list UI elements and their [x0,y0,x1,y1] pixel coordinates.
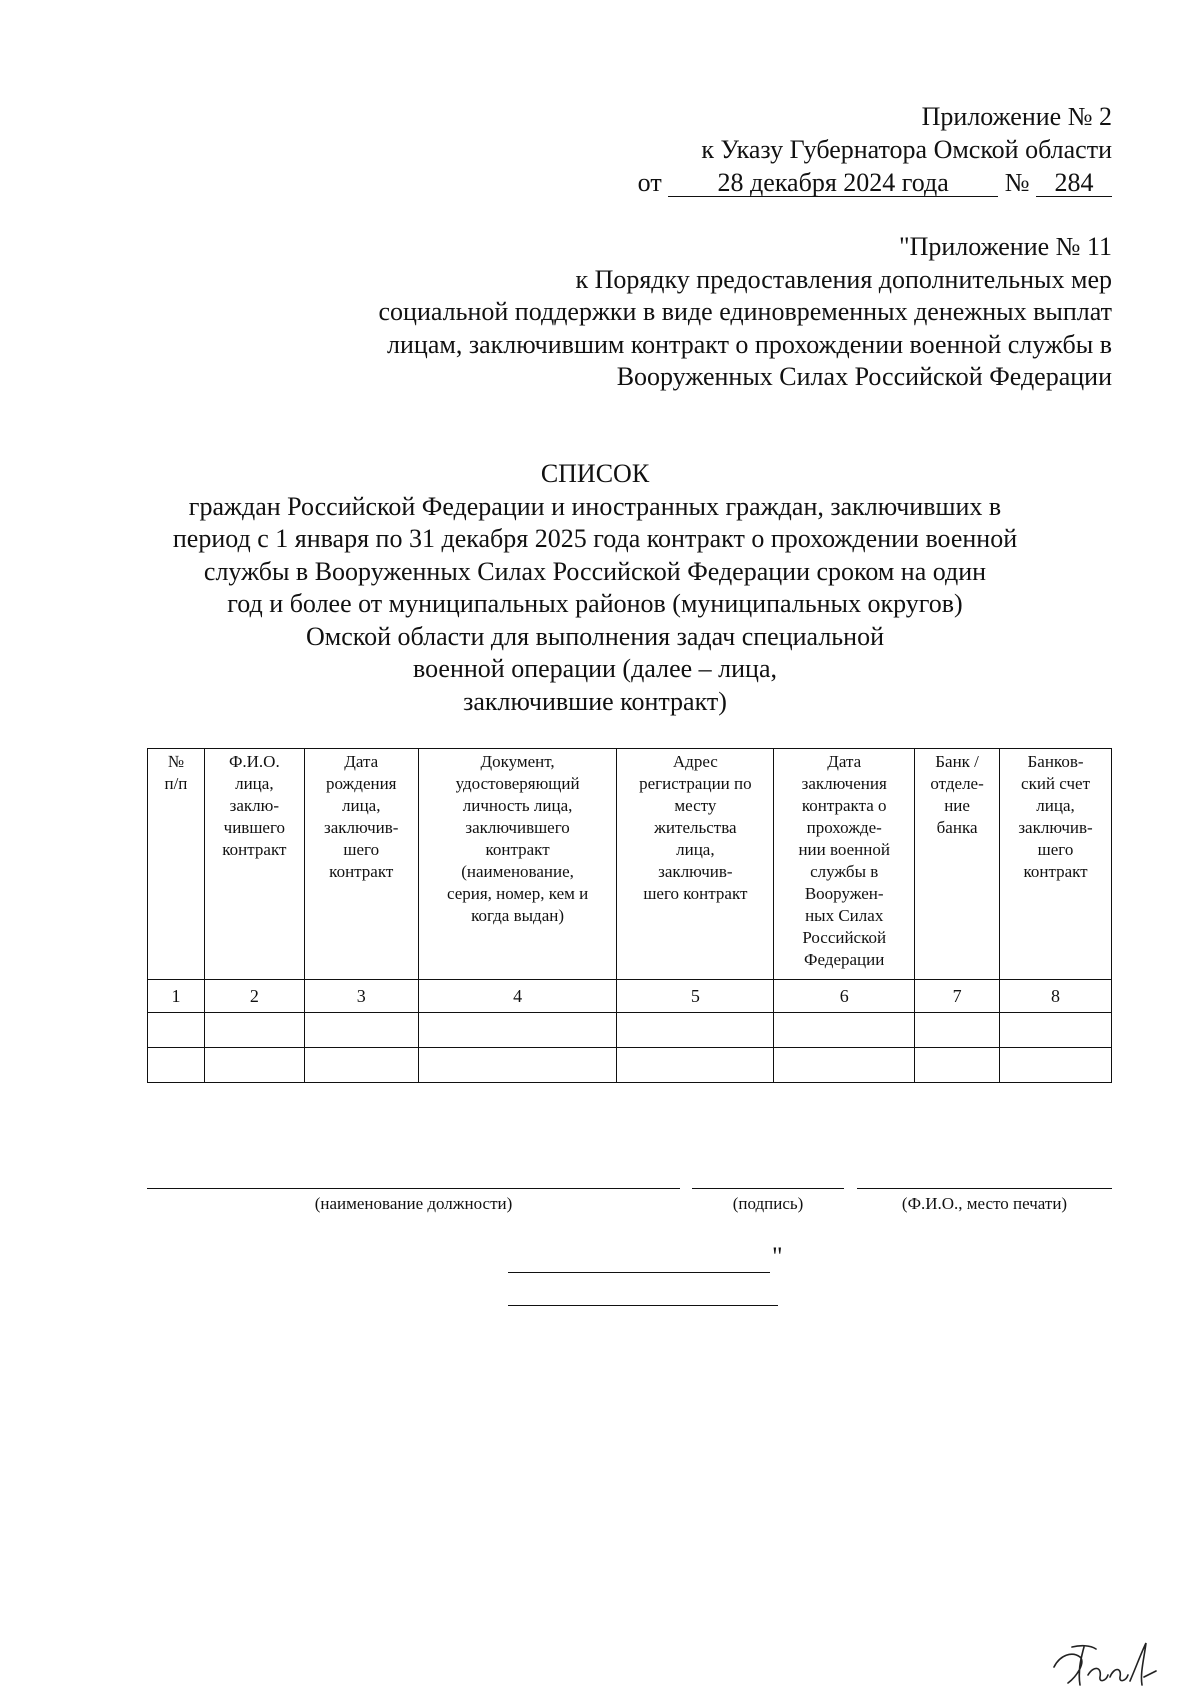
title-line-3: службы в Вооруженных Силах Российской Федерации сроком на один [203,556,987,586]
closing-line-1 [508,1272,770,1273]
table-row [148,1013,1112,1048]
header-address: Адрес регистрации по месту жительства лица, заключив- шего контракт [617,749,774,980]
column-number: 5 [617,980,774,1013]
date-value: 28 декабря 2024 года [668,170,998,197]
title-line-1: граждан Российской Федерации и иностранных граждан, заключивших в [188,491,1002,521]
table-cell [774,1013,915,1048]
header-number: № п/п [148,749,205,980]
title-heading: СПИСОК [540,459,650,488]
table-header-row [148,749,1112,980]
document-title [150,458,1040,718]
table-row [148,1048,1112,1083]
header-line-1: Приложение № 2 [921,102,1112,131]
appendix-header [379,231,1113,394]
position-signature-line [147,1188,680,1189]
table-cell [418,1048,617,1083]
title-line-4: год и более от муниципальных районов (муниципальных округов) [227,589,963,618]
header-contract-date: Дата заключения контракта о прохожде- нии военной службы в Вооружен- ных Силах Российской Федерации [774,749,915,980]
appendix-line-2: к Порядку предоставления дополнительных мер [575,264,1112,294]
table-cell [204,1048,304,1083]
persons-table [147,748,1112,1083]
table-cell [617,1013,774,1048]
table-cell [304,1013,418,1048]
table-cell [204,1013,304,1048]
position-label: (наименование должности) [314,1194,513,1213]
column-number: 3 [304,980,418,1013]
column-number: 4 [418,980,617,1013]
table-cell [617,1048,774,1083]
header-bank: Банк / отделе- ние банка [915,749,1000,980]
column-number: 7 [915,980,1000,1013]
number-value: 284 [1036,170,1112,197]
header-full-name: Ф.И.О. лица, заклю- чившего контракт [204,749,304,980]
header-bank-account: Банков- ский счет лица, заключив- шего контракт [1000,749,1112,980]
name-signature-line [857,1188,1112,1189]
table-cell [915,1048,1000,1083]
sign-signature-line [692,1188,844,1189]
table-cell [915,1013,1000,1048]
table-cell [148,1013,205,1048]
decree-header [638,100,1112,199]
name-label: (Ф.И.О., место печати) [901,1194,1068,1213]
title-line-6: военной операции (далее – лица, [413,654,777,683]
title-line-5: Омской области для выполнения задач специальной [306,621,884,651]
sign-label: (подпись) [732,1194,804,1213]
number-prefix: № [1004,168,1030,197]
header-birth-date: Дата рождения лица, заключив- шего контракт [304,749,418,980]
appendix-line-1: "Приложение № 11 [898,232,1112,261]
table-cell [774,1048,915,1083]
column-numbers-row [148,980,1112,1013]
table-cell [1000,1048,1112,1083]
appendix-line-5: Вооруженных Силах Российской Федерации [616,362,1112,391]
appendix-line-3: социальной поддержки в виде единовременных денежных выплат [378,297,1112,326]
date-prefix: от [637,168,662,197]
table-cell [1000,1013,1112,1048]
closing-quote: " [772,1242,783,1271]
column-number: 8 [1000,980,1112,1013]
table-cell [148,1048,205,1083]
column-number: 2 [204,980,304,1013]
table-cell [418,1013,617,1048]
column-number: 6 [774,980,915,1013]
column-number: 1 [148,980,205,1013]
title-line-7: заключившие контракт) [463,686,727,716]
header-id-document: Документ, удостоверяющий личность лица, заключившего контракт (наименование, серия, номер, кем и когда выдан) [418,749,617,980]
appendix-line-4: лицам, заключившим контракт о прохождении военной службы в [387,329,1112,359]
handwritten-signature [1050,1637,1160,1689]
header-date-line [638,166,1112,199]
header-line-2: к Указу Губернатора Омской области [701,135,1112,164]
table-cell [304,1048,418,1083]
title-line-2: период с 1 января по 31 декабря 2025 года контракт о прохождении военной [172,524,1018,553]
closing-line-2 [508,1305,778,1306]
